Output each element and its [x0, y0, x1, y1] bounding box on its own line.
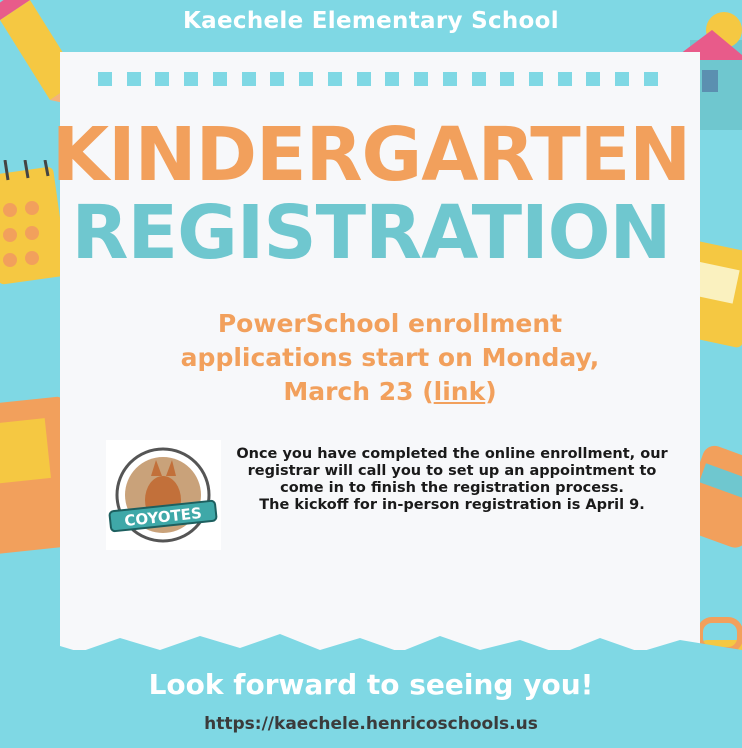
perforation-strip	[98, 72, 658, 86]
instructions-line: Once you have completed the online enrollment, our registrar will call you to set up an appointment to come in to finish the registration process.	[236, 446, 668, 496]
title-registration: REGISTRATION	[71, 190, 671, 276]
announcement-close: )	[485, 377, 497, 406]
enrollment-announcement	[150, 307, 630, 409]
coyotes-logo	[106, 440, 221, 550]
coyote-logo-icon	[106, 440, 221, 550]
school-name: Kaechele Elementary School	[183, 8, 559, 34]
logo-wordmark: COYOTES	[123, 503, 203, 531]
kickoff-line: The kickoff for in-person registration is April 9.	[259, 497, 645, 513]
farewell-message: Look forward to seeing you!	[148, 668, 594, 701]
title-kindergarten: KINDERGARTEN	[51, 112, 691, 198]
school-website-link[interactable]: https://kaechele.henricoschools.us	[204, 714, 538, 734]
announcement-text: PowerSchool enrollment applications start on Monday, March 23 (	[180, 309, 600, 406]
registration-instructions	[232, 446, 672, 514]
registration-link[interactable]: link	[433, 377, 486, 406]
